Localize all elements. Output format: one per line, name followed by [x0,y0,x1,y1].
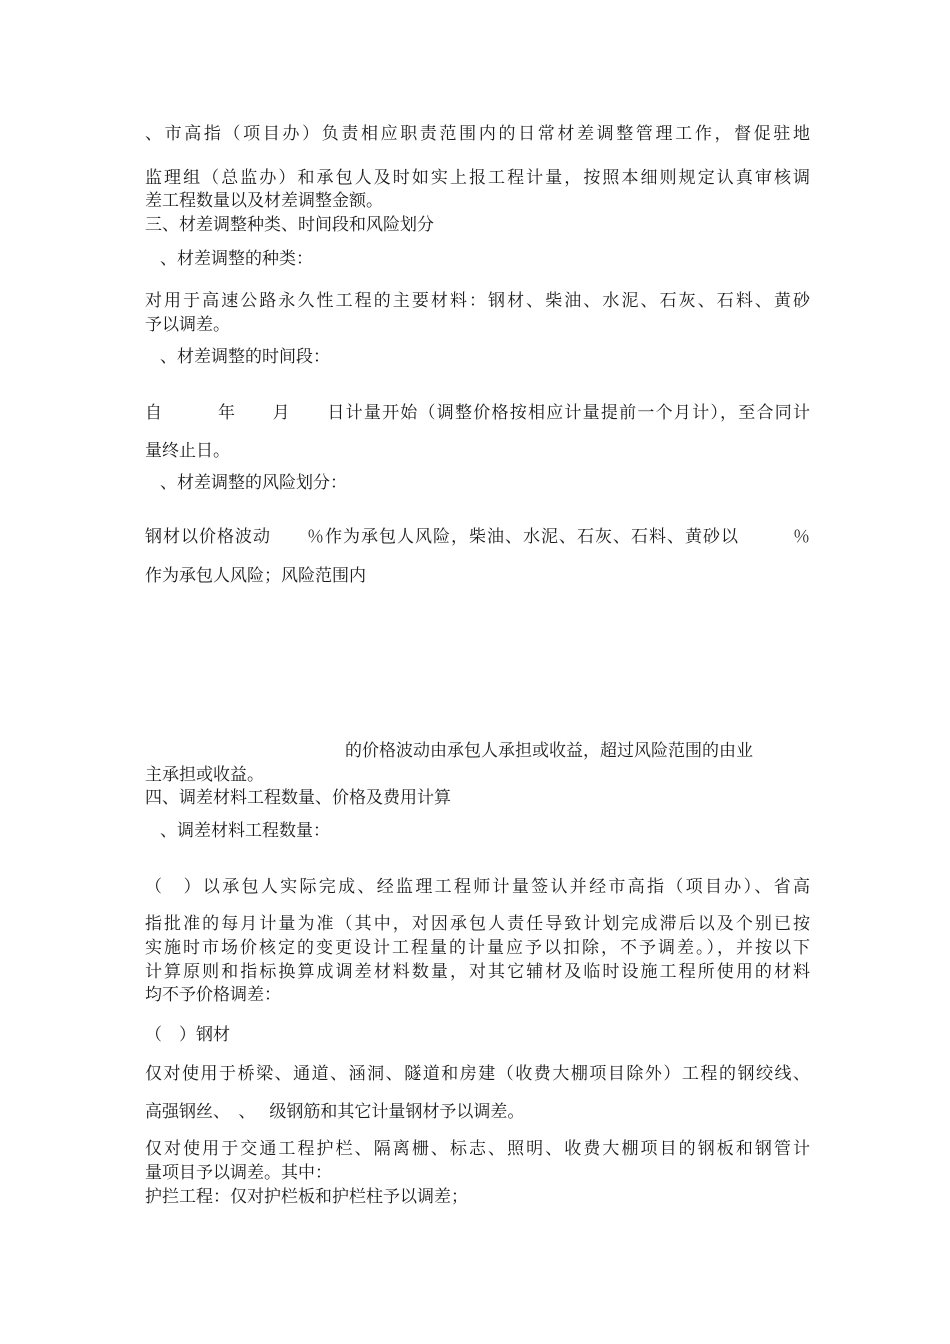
text-line: 主承担或收益。 [145,765,264,785]
subsection-heading: 、材差调整的风险划分： [160,473,347,493]
subsection-heading: 、材差调整的种类： [160,249,313,269]
text-line: 作为承包人风险；风险范围内 [145,566,366,586]
text-line: 监理组（总监办）和承包人及时如实上报工程计量，按照本细则规定认真审核调 [145,168,810,188]
text-line: 钢材以价格波动 ％作为承包人风险，柴油、水泥、石灰、石料、黄砂以 ％ [145,527,810,547]
text-line: 指批准的每月计量为准（其中，对因承包人责任导致计划完成滞后以及个别已按 [145,914,810,934]
text-line: 予以调差。 [145,315,230,335]
text-line: 、市高指（项目办）负责相应职责范围内的日常材差调整管理工作，督促驻地 [145,124,810,144]
text-line: 量终止日。 [145,441,230,461]
text-line: 实施时市场价核定的变更设计工程量的计量应予以扣除，不予调差。），并按以下 [145,938,810,958]
section-heading: 四、调差材料工程数量、价格及费用计算 [145,788,451,808]
text-line: 仅对使用于桥梁、通道、涵洞、隧道和房建（收费大棚项目除外）工程的钢绞线、 [145,1064,810,1084]
text-line: 仅对使用于交通工程护栏、隔离栅、标志、照明、收费大棚项目的钢板和钢管计 [145,1139,810,1159]
subsection-heading: 、材差调整的时间段： [160,347,330,367]
text-line: 的价格波动由承包人承担或收益，超过风险范围的由业 [345,741,753,761]
text-line: 护拦工程：仅对护栏板和护栏柱予以调差； [145,1187,468,1207]
text-line: 自 年 月 日计量开始（调整价格按相应计量提前一个月计），至合同计 [145,403,810,423]
subsection-heading: 、调差材料工程数量： [160,821,330,841]
text-line: （ ）以承包人实际完成、经监理工程师计量签认并经市高指（项目办）、省高 [145,877,810,897]
text-line: 量项目予以调差。其中： [145,1163,332,1183]
text-line: 均不予价格调差： [145,985,281,1005]
text-line: 计算原则和指标换算成调差材料数量，对其它辅材及临时设施工程所使用的材料 [145,962,810,982]
section-heading: 三、材差调整种类、时间段和风险划分 [145,215,434,235]
text-line: 对用于高速公路永久性工程的主要材料：钢材、柴油、水泥、石灰、石料、黄砂 [145,291,810,311]
text-line: 高强钢丝、 、 级钢筋和其它计量钢材予以调差。 [145,1102,525,1122]
text-line: （ ）钢材 [145,1025,230,1045]
text-line: 差工程数量以及材差调整金额。 [145,191,383,211]
